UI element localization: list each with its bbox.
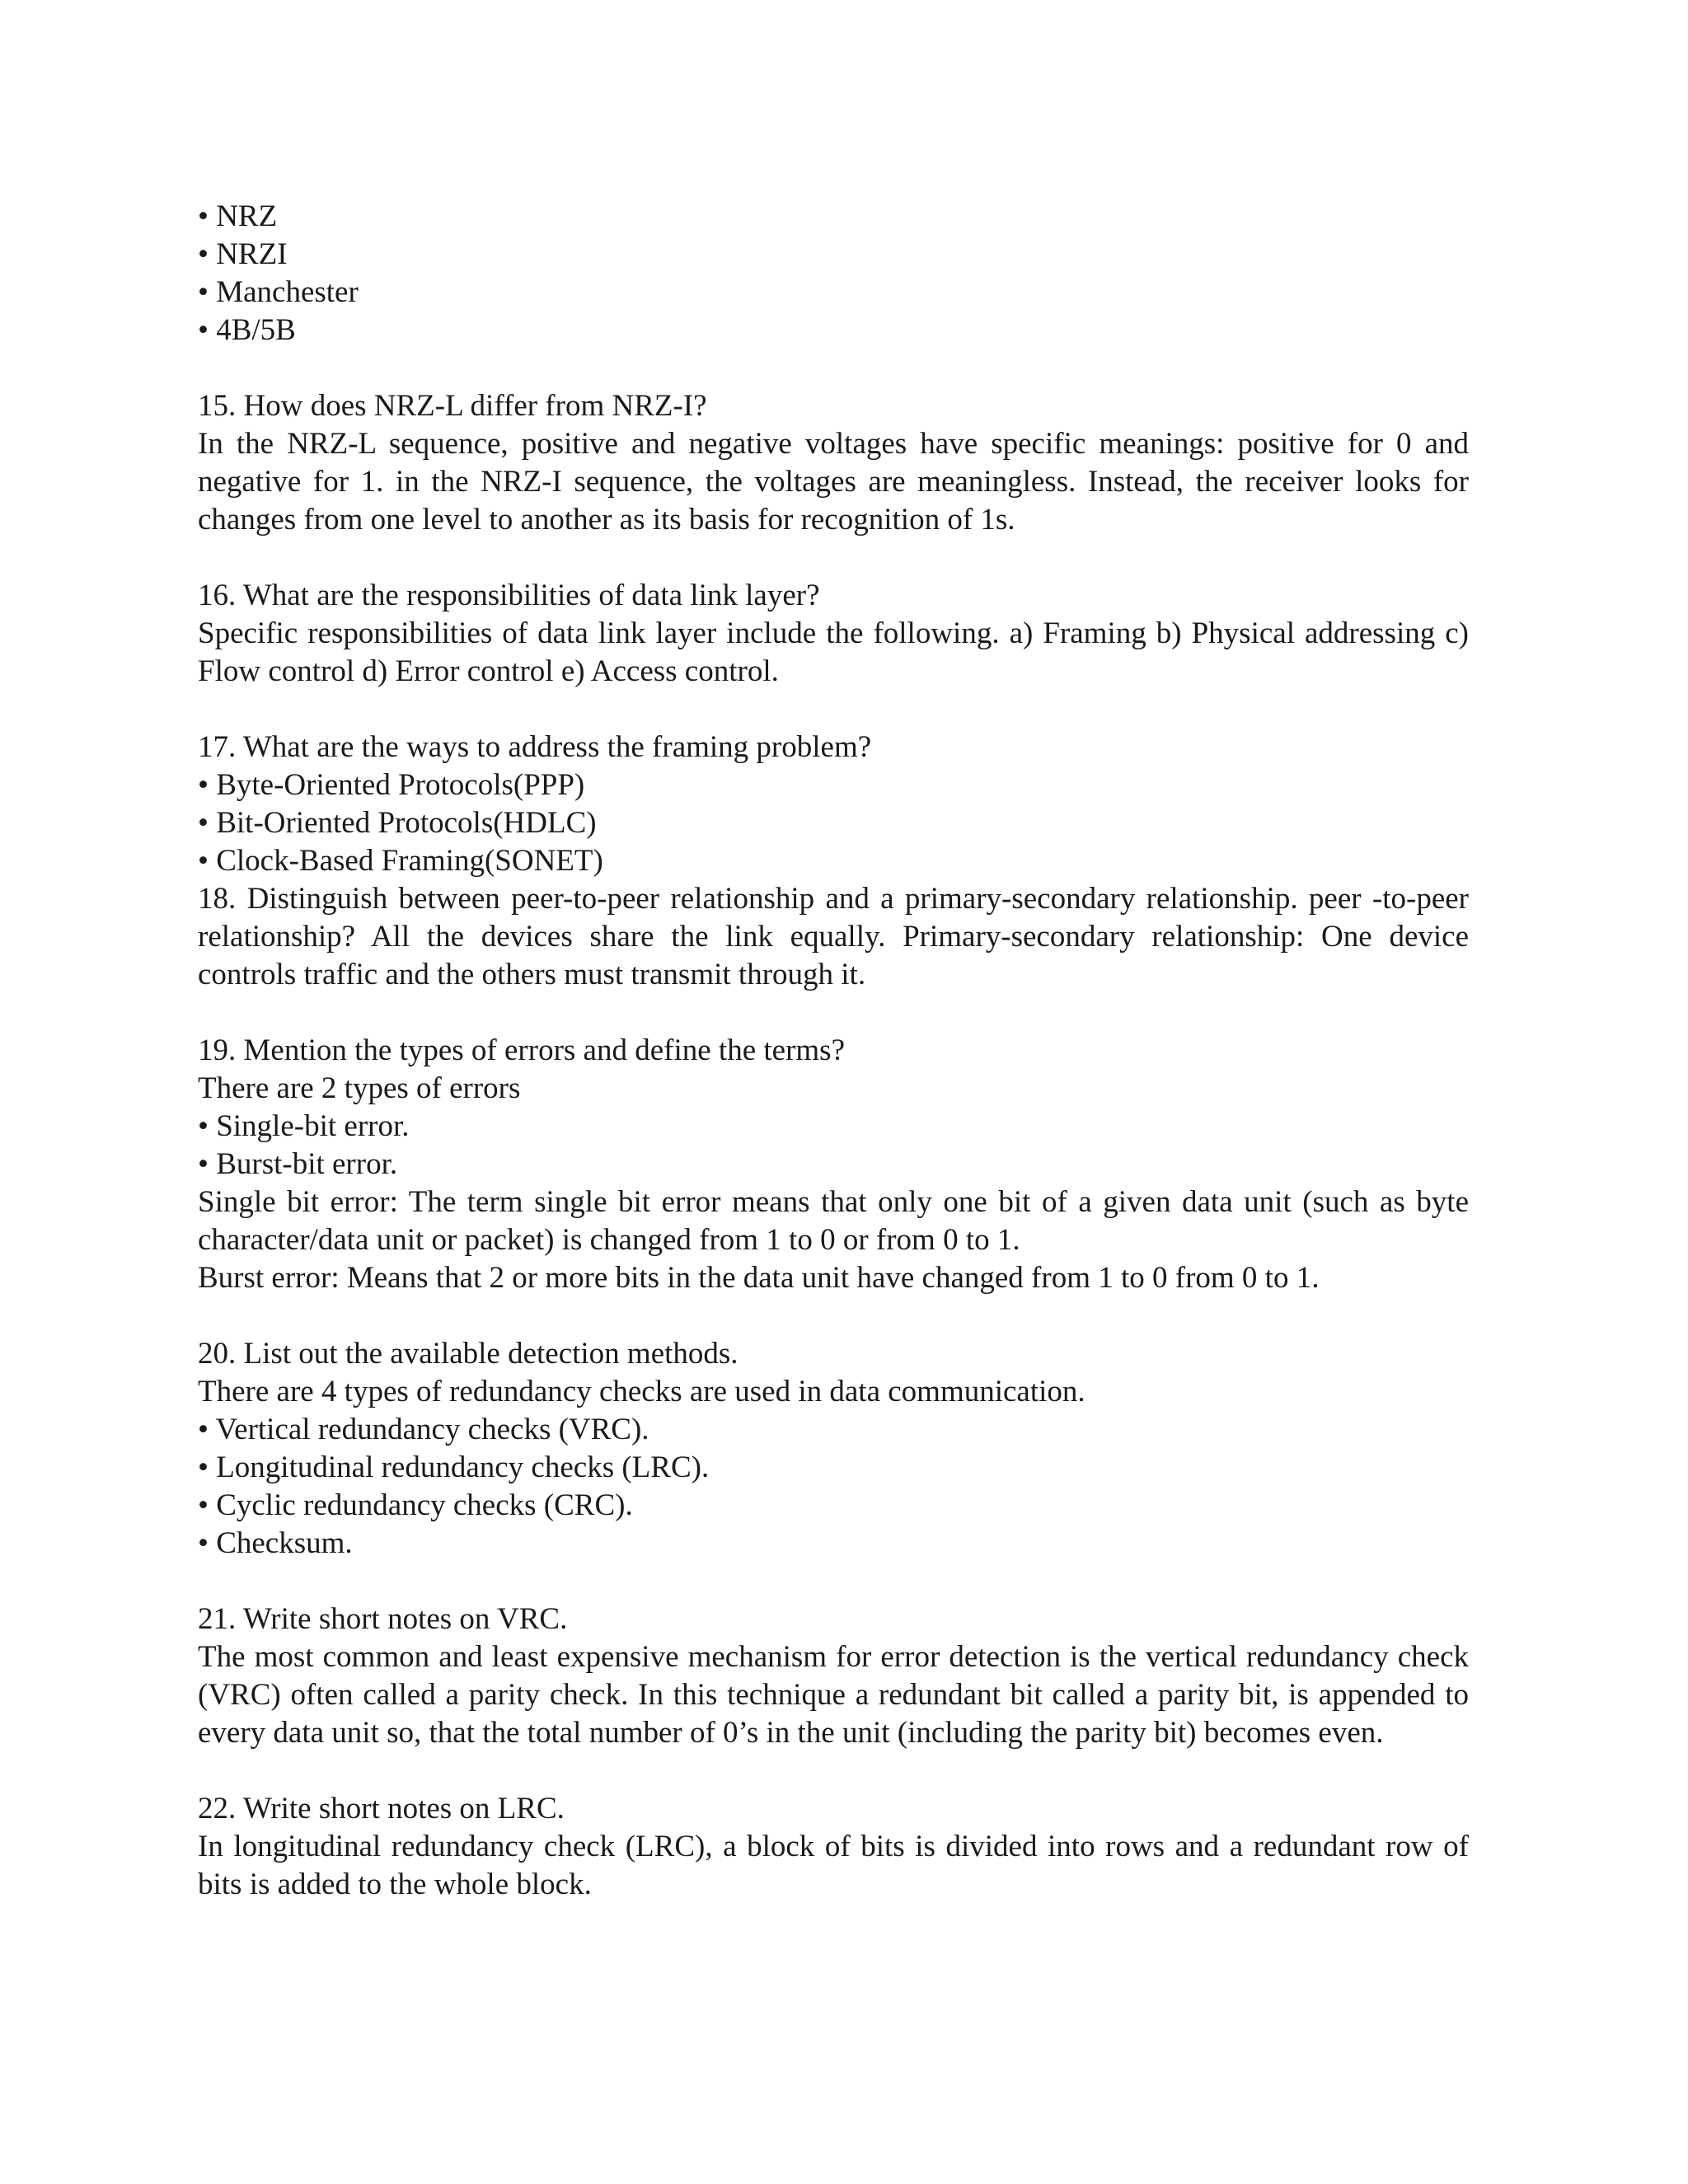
- text-line: 20. List out the available detection methods.: [198, 1337, 738, 1371]
- text-line: 21. Write short notes on VRC.: [198, 1602, 568, 1636]
- text-line: 19. Mention the types of errors and define the terms?: [198, 1033, 845, 1067]
- list-item: • Cyclic redundancy checks (CRC).: [198, 1488, 633, 1522]
- bullet-list: [198, 1411, 1469, 1563]
- list-item: • Burst-bit error.: [198, 1147, 398, 1181]
- text-line: 17. What are the ways to address the framing problem?: [198, 730, 872, 764]
- list-item: • Bit-Oriented Protocols(HDLC): [198, 806, 597, 840]
- text-line: Burst error: Means that 2 or more bits in the data unit have changed from 1 to 0 from 0 to 1.: [198, 1261, 1320, 1295]
- text-line: 22. Write short notes on LRC.: [198, 1792, 565, 1825]
- text-line: 15. How does NRZ-L differ from NRZ-I?: [198, 389, 707, 423]
- list-item: • Checksum.: [198, 1526, 353, 1560]
- blank-line: [198, 1563, 1469, 1601]
- list-item: • NRZI: [198, 237, 288, 271]
- text-line: There are 4 types of redundancy checks are used in data communication.: [198, 1375, 1085, 1408]
- bullet-list: [198, 1108, 1469, 1183]
- bullet-list: [198, 766, 1469, 880]
- paragraph: The most common and least expensive mechanism for error detection is the vertical redundancy check (VRC) often called a parity check. In this technique a redundant bit called a parity bit, is appended to every data unit so, that the total number of 0’s in the unit (including the parity bit) becomes even.: [198, 1640, 1469, 1750]
- paragraph: Specific responsibilities of data link layer include the following. a) Framing b) Physical addressing c) Flow control d) Error control e) Access control.: [198, 616, 1469, 688]
- list-item: • 4B/5B: [198, 313, 296, 347]
- list-item: • Manchester: [198, 275, 359, 309]
- paragraph: Single bit error: The term single bit error means that only one bit of a given data unit (such as byte character/data unit or packet) is changed from 1 to 0 or from 0 to 1.: [198, 1185, 1469, 1257]
- text-line: 16. What are the responsibilities of data link layer?: [198, 579, 820, 612]
- blank-line: [198, 349, 1469, 387]
- blank-line: [198, 1752, 1469, 1790]
- document-page: [198, 198, 1469, 1904]
- bullet-list: [198, 198, 1469, 349]
- paragraph: In the NRZ-L sequence, positive and negative voltages have specific meanings: positive for 0 and negative for 1. in the NRZ-I sequence, the voltages are meaningless. Instead, the receiver looks for changes from one level to another as its basis for recognition of 1s.: [198, 427, 1469, 537]
- list-item: • Byte-Oriented Protocols(PPP): [198, 768, 585, 802]
- blank-line: [198, 1297, 1469, 1335]
- text-line: There are 2 types of errors: [198, 1071, 521, 1105]
- blank-line: [198, 691, 1469, 729]
- paragraph: In longitudinal redundancy check (LRC), a block of bits is divided into rows and a redundant row of bits is added to the whole block.: [198, 1830, 1469, 1901]
- paragraph: 18. Distinguish between peer-to-peer relationship and a primary-secondary relationship. peer -to-peer relationship? All the devices share the link equally. Primary-secondary relationship: One device controls traffic and the others must transmit through it.: [198, 882, 1469, 991]
- list-item: • Vertical redundancy checks (VRC).: [198, 1413, 649, 1446]
- list-item: • NRZ: [198, 199, 278, 233]
- blank-line: [198, 539, 1469, 577]
- blank-line: [198, 994, 1469, 1032]
- list-item: • Clock-Based Framing(SONET): [198, 844, 603, 878]
- list-item: • Longitudinal redundancy checks (LRC).: [198, 1451, 710, 1484]
- list-item: • Single-bit error.: [198, 1109, 410, 1143]
